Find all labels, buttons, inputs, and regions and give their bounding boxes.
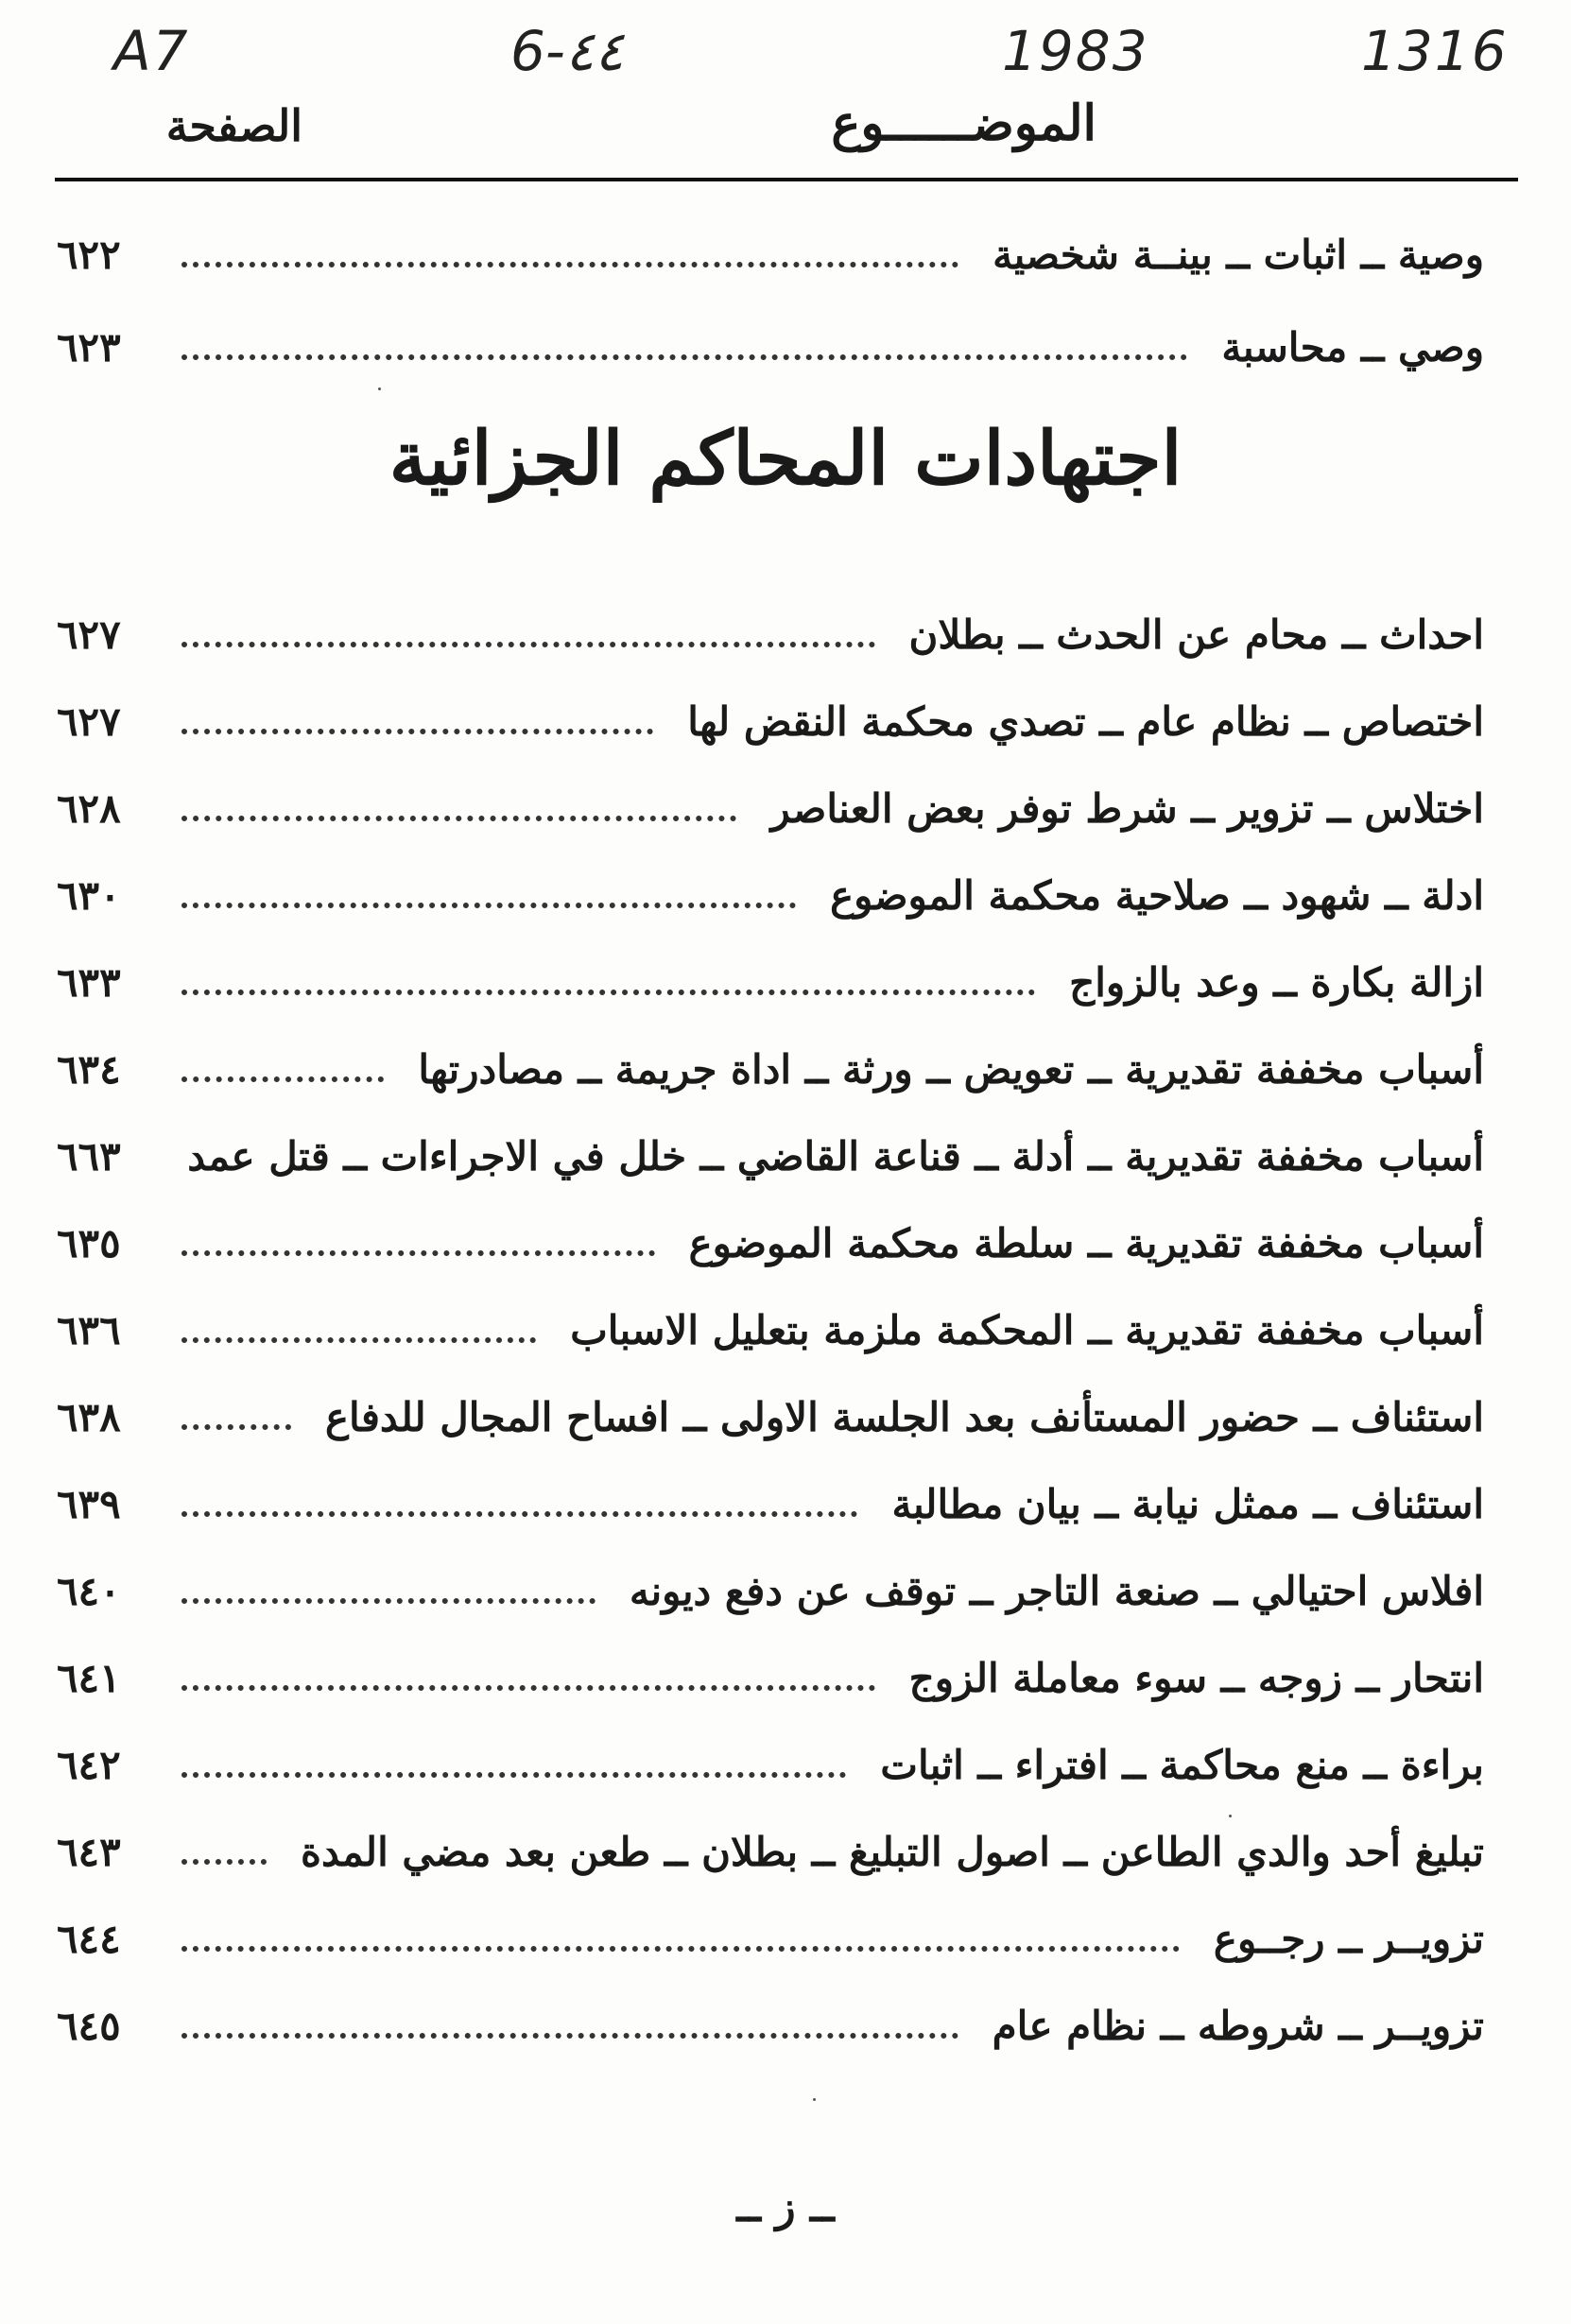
- toc-entry-page: ٦٢٨: [57, 784, 121, 832]
- toc-entry-title: اختلاس ــ تزوير ــ شرط توفر بعض العناصر: [770, 784, 1484, 832]
- toc-entry-title: ازالة بكارة ــ وعد بالزواج: [1069, 958, 1484, 1006]
- toc-entry: [57, 765, 1484, 852]
- toc-entry-title: احداث ــ محام عن الحدث ــ بطلان: [908, 611, 1484, 658]
- header-topic-label: الموضــــــوع: [831, 95, 1096, 152]
- toc-entry-page: ٦٣٠: [57, 871, 121, 919]
- dot-leader: [181, 632, 875, 647]
- toc-entry-title: أسباب مخففة تقديرية ــ سلطة محكمة الموضوع: [688, 1219, 1484, 1266]
- toc-entry: [57, 1112, 1484, 1199]
- toc-entry: [57, 1634, 1484, 1721]
- toc-entry-page: ٦٤٢: [57, 1741, 121, 1788]
- toc-entry-page: ٦٢٣: [57, 323, 121, 370]
- toc-entry: [57, 1373, 1484, 1460]
- toc-entry: [57, 852, 1484, 938]
- toc-entry-page: ٦٤٠: [57, 1567, 121, 1614]
- toc-entry-page: ٦٣٨: [57, 1393, 121, 1440]
- dot-leader: [181, 345, 1187, 360]
- toc-entry-page: ٦٣٩: [57, 1480, 121, 1527]
- toc-entry: [57, 1982, 1484, 2069]
- toc-entry-page: ٦٤٤: [57, 1915, 121, 1962]
- handwritten-note-left: A7: [113, 19, 190, 83]
- toc-entry-page: ٦٣٦: [57, 1306, 121, 1353]
- dot-leader: [181, 1067, 384, 1082]
- toc-entry-page: ٦٤٥: [57, 2002, 121, 2049]
- dot-leader: [181, 1937, 1180, 1952]
- toc-entry-title: تبليغ أحد والدي الطاعن ــ اصول التبليغ ــ بطلان ــ طعن بعد مضي المدة: [300, 1828, 1484, 1875]
- toc-entry: [57, 208, 1484, 301]
- toc-entry-page: ٦٣٥: [57, 1219, 121, 1266]
- handwritten-note-code: 6-٤٤: [510, 19, 625, 83]
- toc-entry-page: ٦٣٣: [57, 958, 121, 1006]
- toc-entry-page: ٦٢٢: [57, 231, 121, 278]
- toc-entry: [57, 1025, 1484, 1112]
- dot-leader: [181, 980, 1035, 995]
- top-entries-list: [57, 208, 1484, 393]
- dot-leader: [181, 1241, 655, 1256]
- toc-entry-title: ادلة ــ شهود ــ صلاحية محكمة الموضوع: [830, 871, 1484, 919]
- toc-entry: [57, 591, 1484, 678]
- dot-leader: [181, 1850, 267, 1865]
- handwritten-note-right: 1316: [1361, 19, 1509, 83]
- toc-entry-title: أسباب مخففة تقديرية ــ المحكمة ملزمة بتعليل الاسباب: [570, 1306, 1484, 1353]
- handwritten-note-year: 1983: [1002, 19, 1149, 83]
- toc-entry: [57, 1895, 1484, 1982]
- toc-entry-title: وصي ــ محاسبة: [1221, 323, 1484, 370]
- dot-leader: [181, 1328, 536, 1343]
- toc-entry: [57, 1547, 1484, 1634]
- dot-leader: [181, 1415, 291, 1430]
- toc-entry: [57, 1721, 1484, 1808]
- toc-entry-title: أسباب مخففة تقديرية ــ تعويض ــ ورثة ــ اداة جريمة ــ مصادرتها: [418, 1045, 1484, 1093]
- dot-leader: [181, 2023, 958, 2039]
- dot-leader: [181, 252, 958, 267]
- toc-entry-title: افلاس احتيالي ــ صنعة التاجر ــ توقف عن دفع ديونه: [629, 1567, 1484, 1614]
- dot-leader: [181, 806, 736, 821]
- dot-leader: [181, 893, 796, 908]
- dot-leader: [181, 1502, 857, 1517]
- dot-leader: [181, 1763, 846, 1778]
- toc-entry-page: ٦٢٧: [57, 697, 121, 745]
- toc-entry-page: ٦٤١: [57, 1654, 121, 1701]
- toc-entry-title: اختصاص ــ نظام عام ــ تصدي محكمة النقض لها: [687, 697, 1484, 745]
- toc-entry: [57, 1460, 1484, 1547]
- entries-list: [57, 591, 1484, 2069]
- toc-entry-page: ٦٤٣: [57, 1828, 121, 1875]
- toc-entry-title: وصية ــ اثبات ــ بينــة شخصية: [993, 231, 1484, 278]
- toc-entry: [57, 678, 1484, 765]
- dot-leader: [181, 1589, 596, 1604]
- toc-entry: [57, 301, 1484, 393]
- toc-entry-page: ٦٣٤: [57, 1045, 121, 1093]
- dot-leader: [181, 719, 653, 734]
- toc-entry-title: انتحار ــ زوجه ــ سوء معاملة الزوج: [908, 1654, 1484, 1701]
- section-title: اجتهادات المحاكم الجزائية: [388, 416, 1183, 502]
- toc-entry-title: براءة ــ منع محاكمة ــ افتراء ــ اثبات: [880, 1741, 1484, 1788]
- scan-speck: [378, 387, 381, 390]
- toc-entry: [57, 1199, 1484, 1286]
- scan-speck: [1229, 1815, 1232, 1817]
- dot-leader: [181, 1676, 875, 1691]
- header-divider: [55, 178, 1518, 181]
- toc-entry-title: أسباب مخففة تقديرية ــ أدلة ــ قناعة القاضي ــ خلل في الاجراءات ــ قتل عمد: [187, 1132, 1484, 1179]
- page-number-marker: ــ ز ــ: [736, 2183, 835, 2231]
- toc-entry-title: تزويــر ــ رجــوع: [1213, 1915, 1484, 1962]
- scan-speck: [813, 2098, 816, 2101]
- toc-entry: [57, 1808, 1484, 1895]
- toc-entry-title: استئناف ــ حضور المستأنف بعد الجلسة الاولى ــ افساح المجال للدفاع: [324, 1393, 1484, 1440]
- toc-entry-title: استئناف ــ ممثل نيابة ــ بيان مطالبة: [891, 1480, 1484, 1527]
- table-header: [76, 95, 1493, 170]
- toc-entry-title: تزويــر ــ شروطه ــ نظام عام: [992, 2002, 1484, 2049]
- toc-entry-page: ٦٢٧: [57, 611, 121, 658]
- toc-entry: [57, 1286, 1484, 1373]
- header-page-label: الصفحة: [165, 100, 302, 151]
- toc-entry-page: ٦٦٣: [57, 1132, 121, 1179]
- toc-entry: [57, 938, 1484, 1025]
